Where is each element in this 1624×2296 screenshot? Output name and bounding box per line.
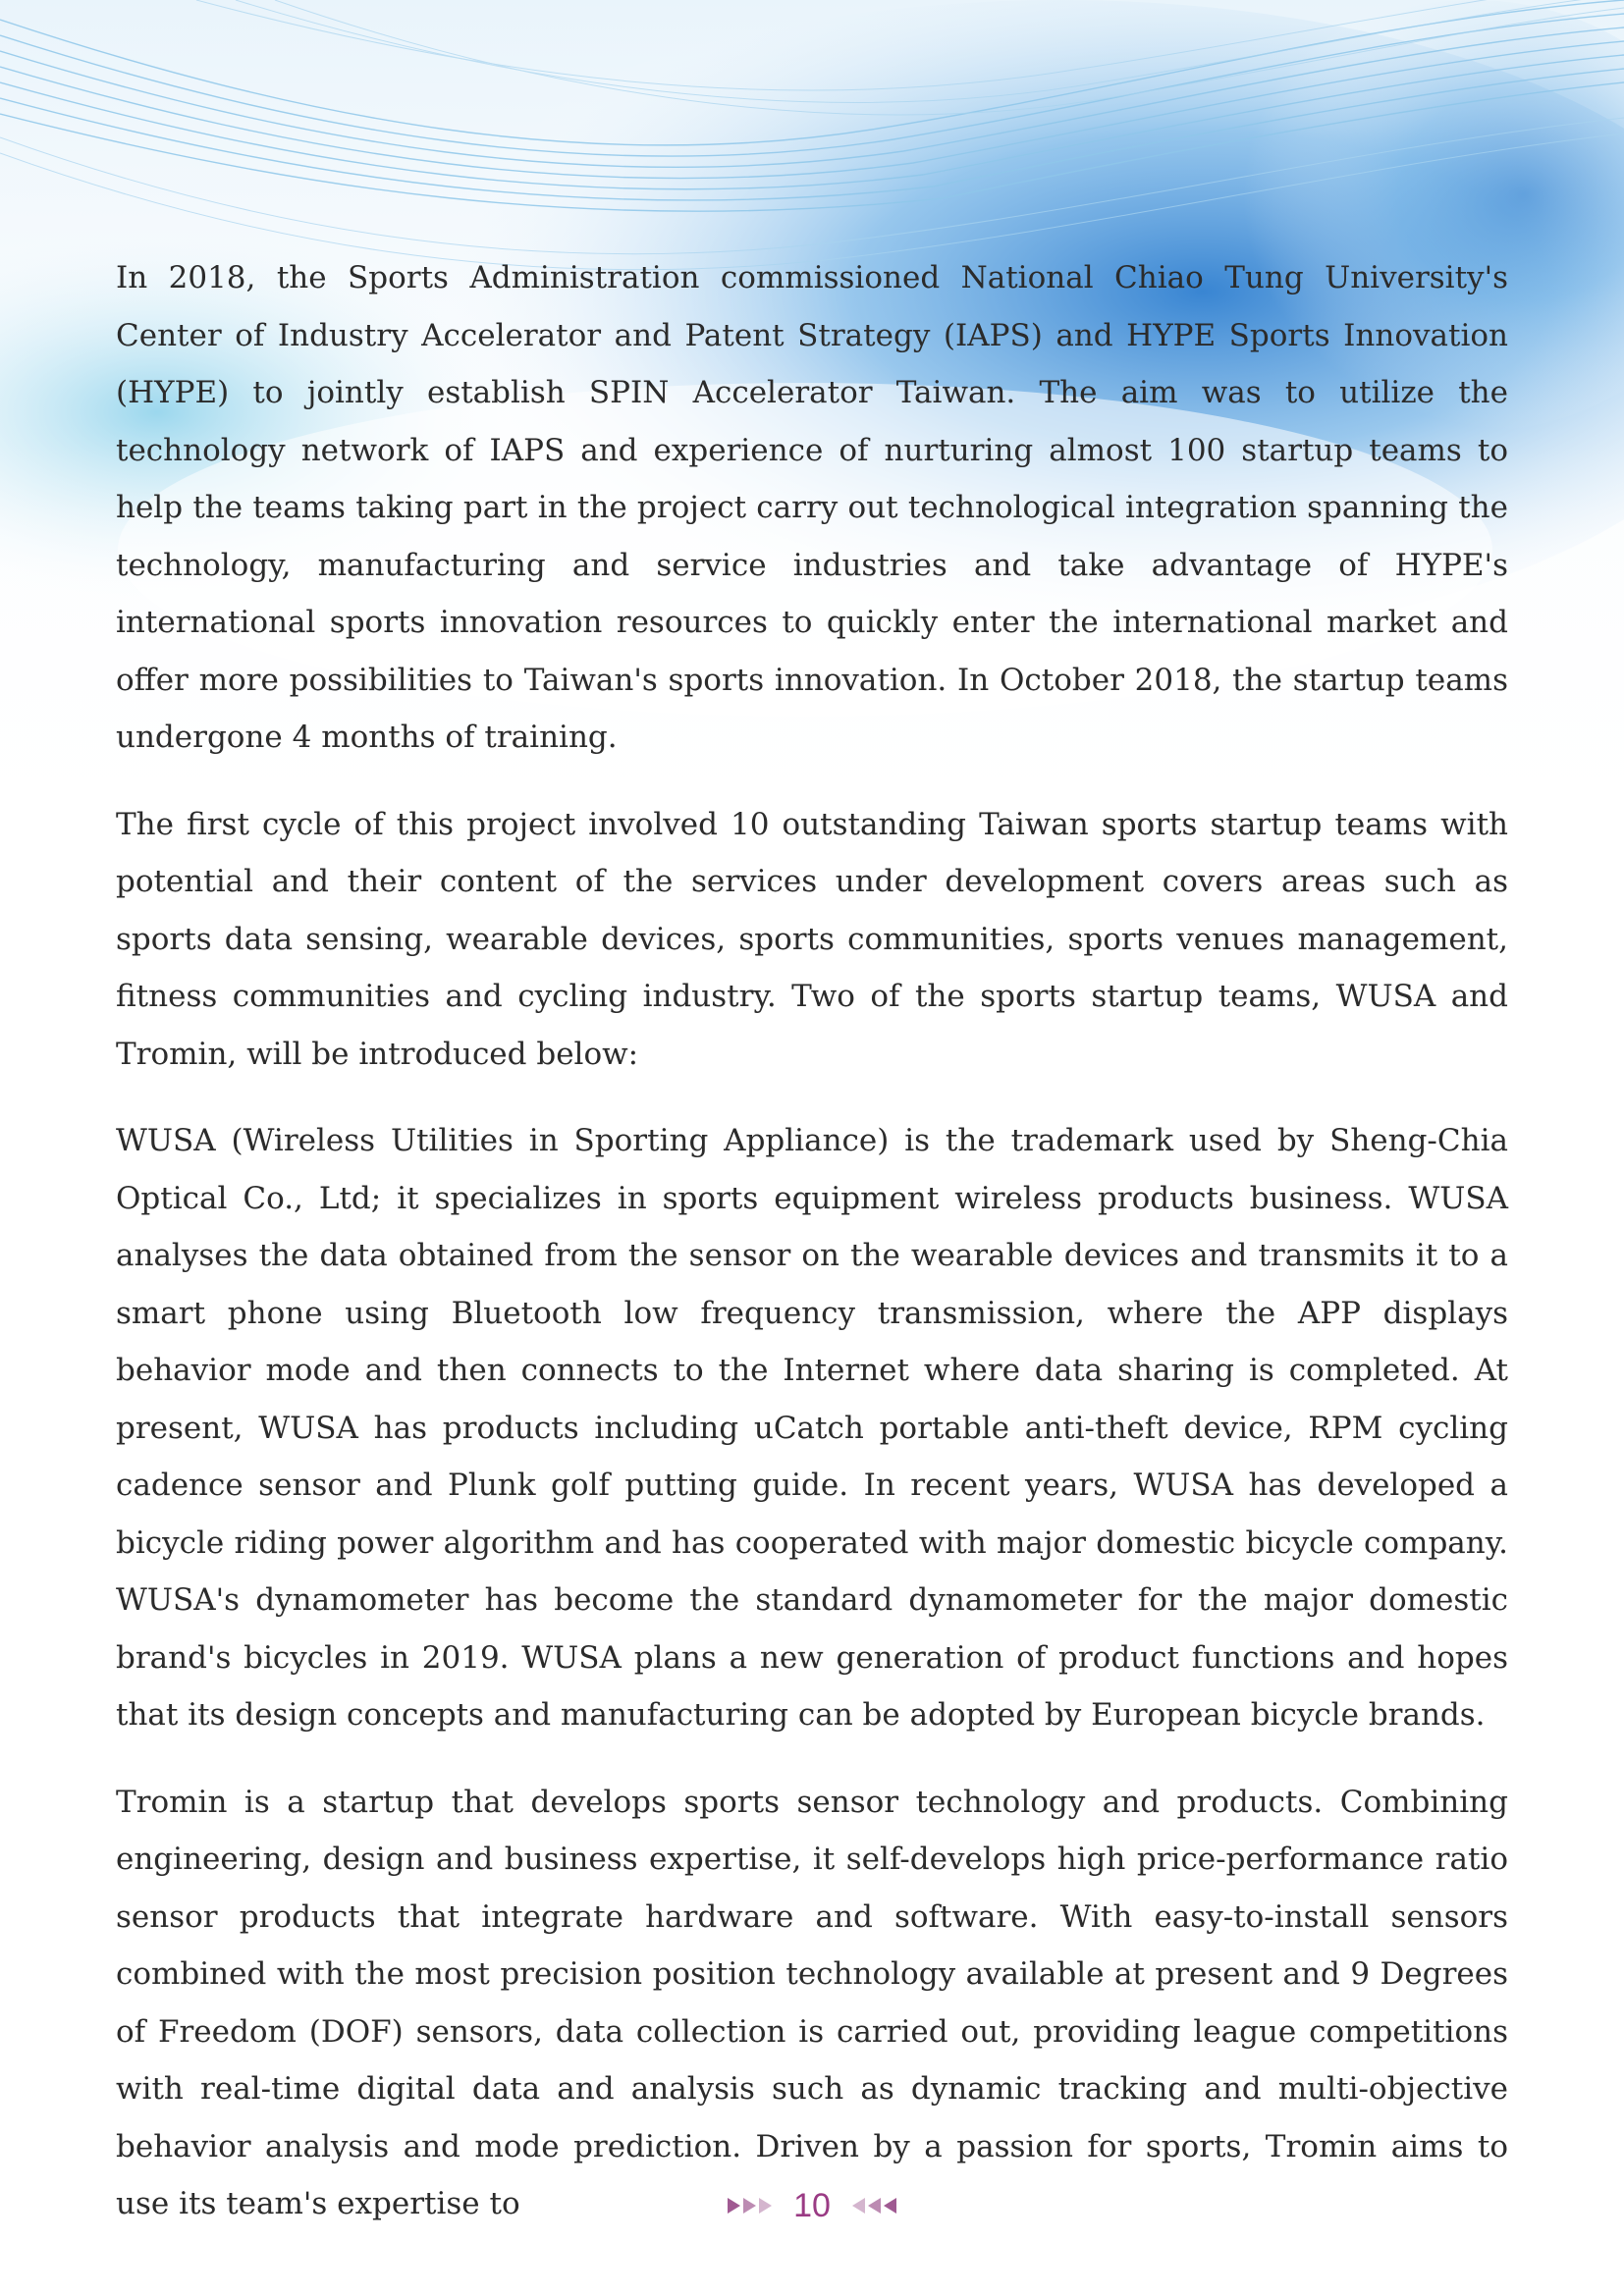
article-body: [116, 249, 1508, 2263]
triple-left-arrow-icon: [852, 2198, 896, 2214]
triple-right-arrow-icon: [728, 2198, 772, 2214]
paragraph-intro: In 2018, the Sports Administration commissioned National Chiao Tung University's Center of Industry Accelerator and Patent Strategy (IAPS) and HYPE Sports Innovation (HYPE) to jointly establish SPIN Accelerator Taiwan. The aim was to utilize the technology network of IAPS and experience of nurturing almost 100 startup teams to help the teams taking part in the project carry out technological integration spanning the technology, manufacturing and service industries and take advantage of HYPE's international sports innovation resources to quickly enter the international market and offer more possibilities to Taiwan's sports innovation. In October 2018, the startup teams undergone 4 months of training.: [116, 260, 1508, 755]
paragraph-first-cycle: The first cycle of this project involved 10 outstanding Taiwan sports startup teams with potential and their content of the services under development covers areas such as sports data sensing, wearable devices, sports communities, sports venues management, fitness communities and cycling industry. Two of the sports startup teams, WUSA and Tromin, will be introduced below:: [116, 806, 1508, 1072]
page-number: 10: [793, 2186, 831, 2224]
paragraph-wusa: WUSA (Wireless Utilities in Sporting Appliance) is the trademark used by Sheng-Chia Optical Co., Ltd; it specializes in sports equipment wireless products business. WUSA analyses the data obtained from the sensor on the wearable devices and transmits it to a smart phone using Bluetooth low frequency transmission, where the APP displays behavior mode and then connects to the Internet where data sharing is completed. At present, WUSA has products including uCatch portable anti-theft device, RPM cycling cadence sensor and Plunk golf putting guide. In recent years, WUSA has developed a bicycle riding power algorithm and has cooperated with major domestic bicycle company. WUSA's dynamometer has become the standard dynamometer for the major domestic brand's bicycles in 2019. WUSA plans a new generation of product functions and hopes that its design concepts and manufacturing can be adopted by European bicycle brands.: [116, 1123, 1508, 1733]
paragraph-tromin: Tromin is a startup that develops sports sensor technology and products. Combining engineering, design and business expertise, it self-develops high price-performance ratio sensor products that integrate hardware and software. With easy-to-install sensors combined with the most precision position technology available at present and 9 Degrees of Freedom (DOF) sensors, data collection is carried out, providing league competitions with real-time digital data and analysis such as dynamic tracking and multi-objective behavior analysis and mode prediction. Driven by a passion for sports, Tromin aims to use its team's expertise to: [116, 1784, 1508, 2221]
page-footer: [0, 2181, 1624, 2230]
